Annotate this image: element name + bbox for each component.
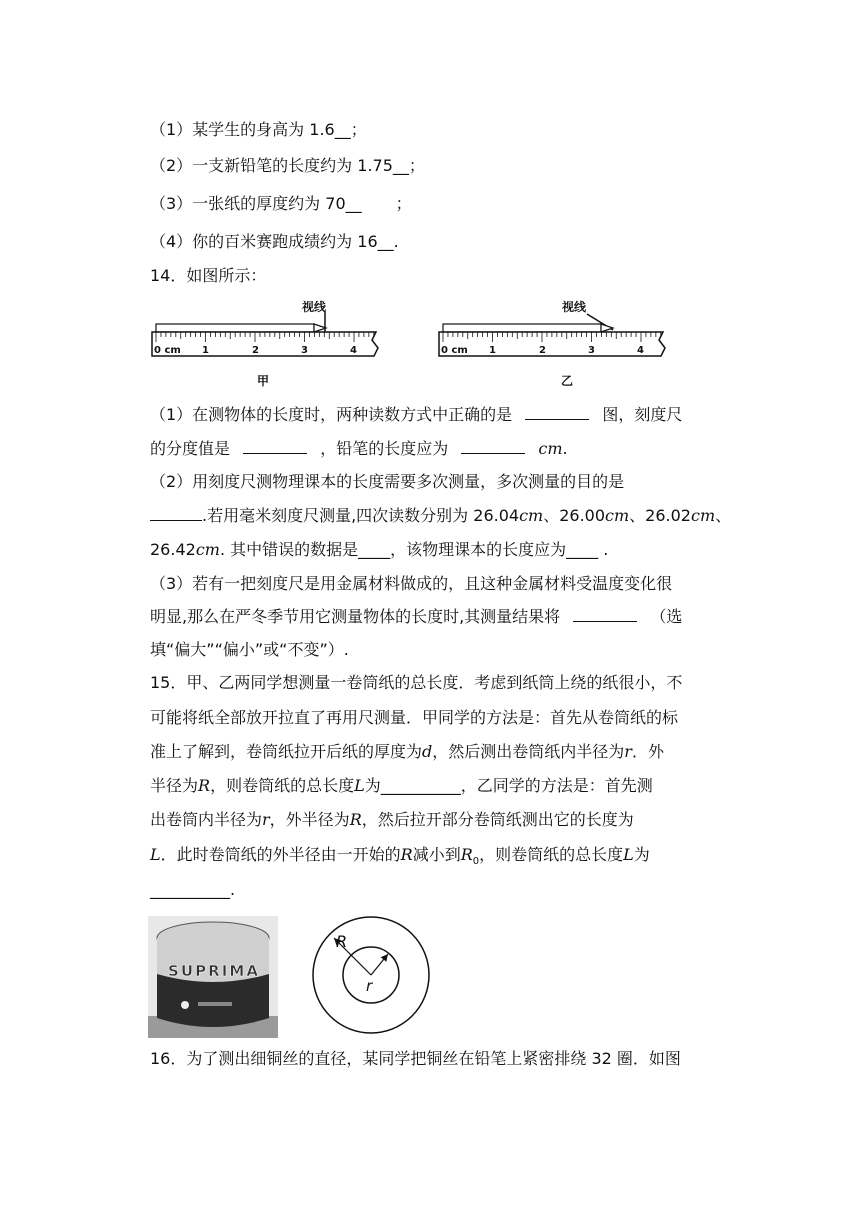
q15-line-3 bbox=[150, 742, 664, 762]
q15-text: ．此时卷筒纸的外半径由一开始的 bbox=[160, 845, 401, 864]
q14-part2-text-f: . 其中错误的数据是____，该物理课本的长度应为____ . bbox=[219, 540, 609, 559]
q16-line-1: 16．为了测出细铜丝的直径，某同学把铜丝在铅笔上紧密排绕 32 圈．如图 bbox=[150, 1049, 681, 1068]
pencil-right bbox=[443, 324, 601, 332]
ruler-unit-left: 0 cm bbox=[154, 345, 181, 356]
roll-cross-section-diagram bbox=[306, 912, 436, 1042]
var-R: R bbox=[400, 845, 413, 864]
q15-text: 减小到 bbox=[412, 845, 461, 864]
q15-text: ，然后拉开部分卷筒纸测出它的长度为 bbox=[361, 810, 634, 829]
q15-text: ，则卷筒纸的总长度 bbox=[210, 776, 355, 795]
sight-label-right: 视线 bbox=[562, 300, 587, 314]
sight-label-left: 视线 bbox=[302, 300, 327, 314]
q14-part3-line3: 填“偏大”“偏小”或“不变”）. bbox=[150, 640, 349, 659]
q15-text: ，然后测出卷筒纸内半径为 bbox=[432, 742, 625, 761]
ruler-tick-label-left-3: 3 bbox=[301, 345, 308, 356]
inner-radius-arrow bbox=[371, 954, 388, 975]
var-R: R bbox=[349, 810, 362, 829]
ruler-caption-left: 甲 bbox=[257, 374, 270, 388]
q14-part3-text-b: （选 bbox=[650, 607, 683, 626]
answer-blank bbox=[243, 439, 307, 454]
q13-item-4: （4）你的百米赛跑成绩约为 16__. bbox=[150, 232, 399, 251]
label-r: r bbox=[366, 977, 373, 995]
q14-title: 14．如图所示： bbox=[150, 266, 267, 285]
q13-item-3-end: ； bbox=[395, 194, 412, 213]
var-R0-subscript: 0 bbox=[472, 856, 480, 868]
q13-item-3 bbox=[150, 194, 412, 214]
q14-part2-line2: .若用毫米刻度尺测量,四次读数分别为 26.04cm、26.00cm、26.02cm、 bbox=[150, 506, 731, 526]
q14-part3-line2 bbox=[150, 607, 682, 627]
unit-cm: cm bbox=[605, 506, 630, 525]
q14-part2-line3 bbox=[150, 540, 608, 560]
q14-part3-text-a: 明显,那么在严冬季节用它测量物体的长度时,其测量结果将 bbox=[150, 607, 561, 626]
ruler-tick-label-left-2: 2 bbox=[252, 345, 259, 356]
unit-cm: cm. bbox=[538, 439, 568, 458]
q15-text: 准上了解到，卷筒纸拉开后纸的厚度为 bbox=[150, 742, 423, 761]
q15-line-4 bbox=[150, 776, 653, 796]
q13-item-1: （1）某学生的身高为 1.6__； bbox=[150, 120, 367, 139]
q14-part1-text-c: 的分度值是 bbox=[150, 439, 231, 458]
ruler-unit-right: 0 cm bbox=[441, 345, 468, 356]
q14-part2-text-e: 26.42 bbox=[150, 540, 196, 559]
q15-line-5 bbox=[150, 810, 634, 830]
paper-roll-photo bbox=[148, 916, 278, 1038]
ruler-tick-label-right-3: 3 bbox=[588, 345, 595, 356]
q15-line-7: __________. bbox=[150, 880, 236, 899]
ruler-caption-right: 乙 bbox=[561, 374, 574, 388]
q14-part1-text-d: ，铅笔的长度应为 bbox=[320, 439, 449, 458]
ruler-tick-label-left-1: 1 bbox=[202, 345, 209, 356]
var-R: R bbox=[198, 776, 211, 795]
var-d: d bbox=[422, 742, 433, 761]
q13-item-2: （2）一支新铅笔的长度约为 1.75__； bbox=[150, 156, 425, 175]
var-r: r bbox=[624, 742, 632, 761]
q14-part1-line1 bbox=[150, 405, 682, 425]
var-L: L bbox=[150, 845, 161, 864]
unit-cm: cm bbox=[690, 506, 716, 525]
q14-part2-text-b: .若用毫米刻度尺测量,四次读数分别为 26.04 bbox=[202, 506, 520, 525]
q15-text: 为__________，乙同学的方法是：首先测 bbox=[364, 776, 653, 795]
ruler-tick-label-left-4: 4 bbox=[350, 345, 357, 356]
q15-text: ，则卷筒纸的总长度 bbox=[479, 845, 624, 864]
answer-blank bbox=[150, 506, 202, 521]
unit-cm: cm bbox=[519, 506, 544, 525]
q14-part2-line1: （2）用刻度尺测物理课本的长度需要多次测量，多次测量的目的是 bbox=[150, 472, 625, 491]
unit-cm: cm bbox=[195, 540, 220, 559]
q15-text: ，外半径为 bbox=[269, 810, 350, 829]
q15-text: 半径为 bbox=[150, 776, 199, 795]
q15-text: ．外 bbox=[631, 742, 664, 761]
q15-text: 出卷筒内半径为 bbox=[150, 810, 263, 829]
var-R0: R bbox=[460, 845, 473, 864]
q14-part1-line2 bbox=[150, 439, 568, 459]
pencil-tip-right bbox=[601, 324, 613, 332]
var-r: r bbox=[262, 810, 270, 829]
q15-line-1: 15．甲、乙两同学想测量一卷筒纸的总长度．考虑到纸筒上绕的纸很小，不 bbox=[150, 673, 683, 692]
q15-line-6 bbox=[150, 845, 650, 872]
pencil-left bbox=[156, 324, 314, 332]
q15-line-2: 可能将纸全部放开拉直了再用尺测量．甲同学的方法是：首先从卷筒纸的标 bbox=[150, 708, 679, 727]
ruler-tick-label-right-2: 2 bbox=[539, 345, 546, 356]
q14-part1-text-a: （1）在测物体的长度时，两种读数方式中正确的是 bbox=[150, 405, 513, 424]
ruler-figure-right bbox=[437, 298, 672, 366]
q14-part2-text-d: 、26.02 bbox=[629, 506, 691, 525]
var-L: L bbox=[354, 776, 365, 795]
ruler-tick-label-right-4: 4 bbox=[637, 345, 644, 356]
answer-blank bbox=[525, 405, 589, 420]
q13-item-3-text: （3）一张纸的厚度约为 70__ bbox=[150, 194, 362, 213]
ruler-tick-label-right-1: 1 bbox=[489, 345, 496, 356]
paper-roll-brand: SUPRIMA bbox=[168, 962, 258, 980]
q14-part3-line1: （3）若有一把刻度尺是用金属材料做成的，且这种金属材料受温度变化很 bbox=[150, 574, 673, 593]
q15-text: 为 bbox=[633, 845, 650, 864]
var-L: L bbox=[623, 845, 634, 864]
ruler-figure-left bbox=[150, 298, 385, 366]
answer-blank bbox=[573, 607, 637, 622]
label-R: R bbox=[336, 932, 348, 951]
q14-part1-text-b: 图，刻度尺 bbox=[602, 405, 683, 424]
answer-blank bbox=[461, 439, 525, 454]
q14-part2-text-c: 、26.00 bbox=[543, 506, 606, 525]
pencil-tip-left bbox=[314, 324, 326, 332]
